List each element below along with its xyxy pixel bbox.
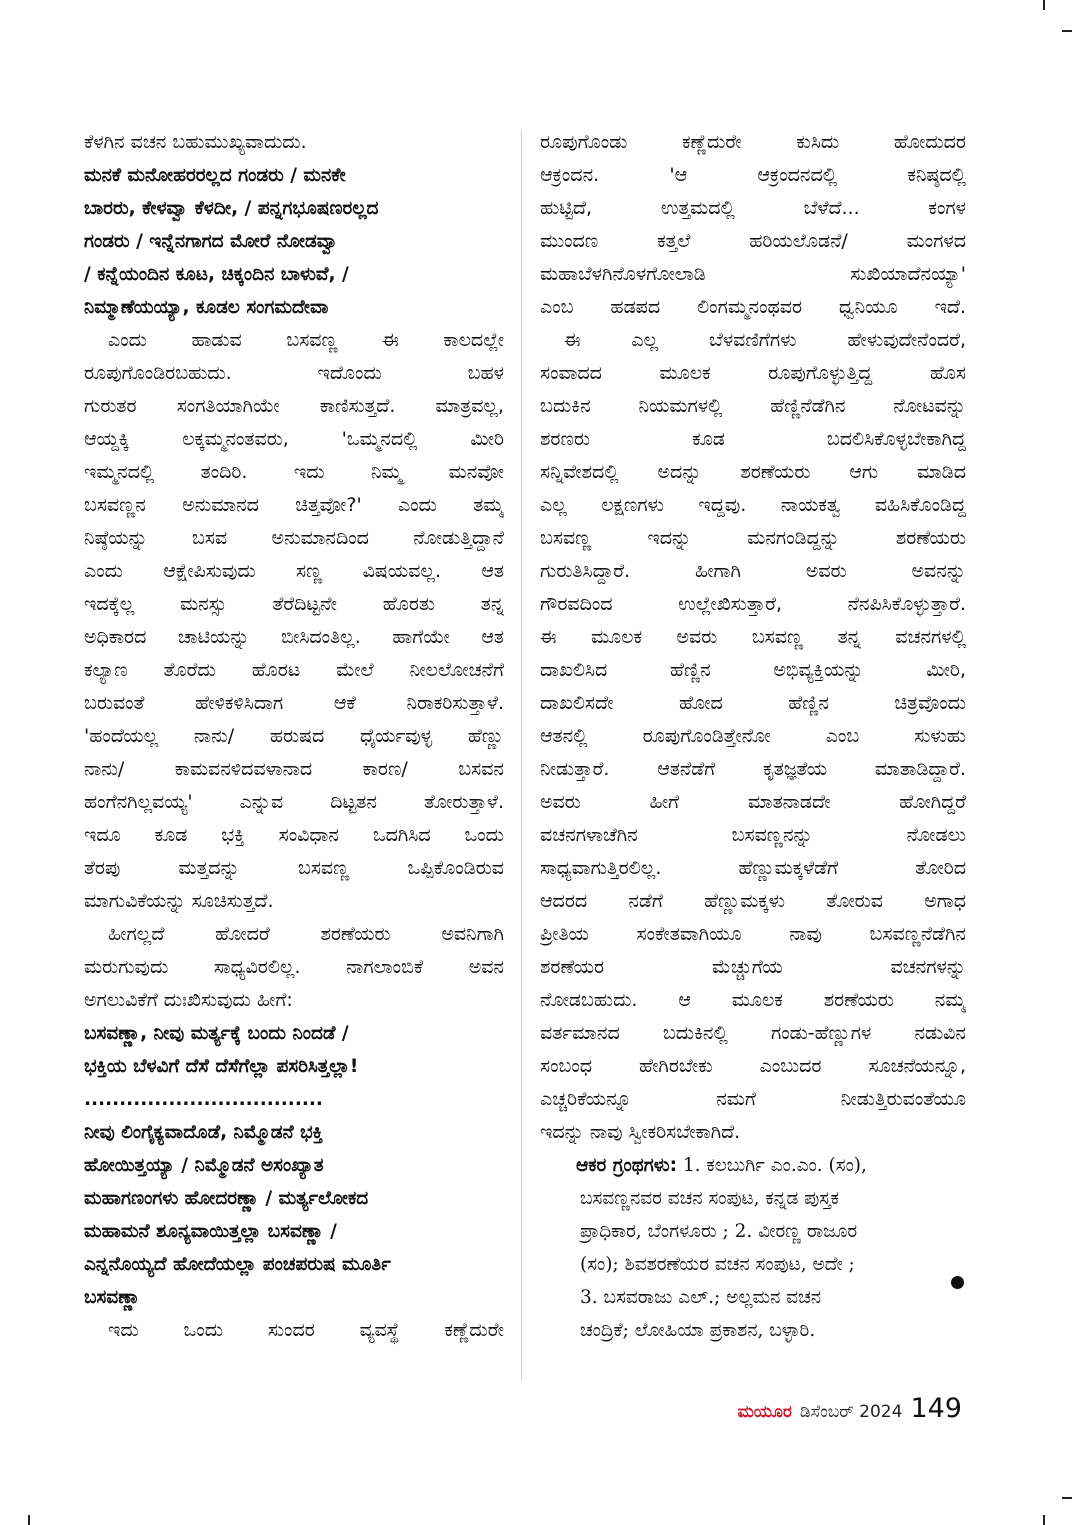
- crop-mark: [1043, 1515, 1045, 1525]
- text-line: ಹುಟ್ಟಿದೆ, ಉತ್ತಮದಲ್ಲಿ ಬೆಳೆದೆ... ಕಂಗಳ: [540, 197, 966, 219]
- text-line: ಆಕ್ರಂದನ. 'ಆ ಆಕ್ರಂದನದಲ್ಲಿ ಕನಿಷ್ಠದಲ್ಲಿ: [540, 164, 966, 186]
- text-line: ನೋಡಬಹುದು. ಆ ಮೂಲಕ ಶರಣೆಯರು ನಮ್ಮ: [540, 989, 966, 1011]
- text-line: ಬರುವಂತೆ ಹೇಳಿಕಳಿಸಿದಾಗ ಆಕೆ ನಿರಾಕರಿಸುತ್ತಾಳೆ.: [84, 692, 504, 714]
- text-line: ಬದುಕಿನ ನಿಯಮಗಳಲ್ಲಿ ಹೆಣ್ಣಿನೆಡೆಗಿನ ನೋಟವನ್ನು: [540, 395, 966, 417]
- text-line: ಮನಕೆ ಮನೋಹರರಲ್ಲದ ಗಂಡರು / ಮನಕೇ: [84, 165, 346, 186]
- text-line: ಮಾಗುವಿಕೆಯನ್ನು ಸೂಚಿಸುತ್ತದೆ.: [84, 890, 274, 912]
- text-line: ಈ ಎಲ್ಲ ಬೆಳವಣಿಗೆಗಳು ಹೇಳುವುದೇನೆಂದರೆ,: [564, 329, 966, 351]
- text-line: ಎಲ್ಲ ಲಕ್ಷಣಗಳು ಇದ್ದವು. ನಾಯಕತ್ವ ವಹಿಸಿಕೊಂಡಿದ್ದ: [540, 494, 966, 516]
- references-line: (ಸಂ); ಶಿವಶರಣೆಯರ ವಚನ ಸಂಪುಟ, ಅದೇ ;: [580, 1254, 855, 1275]
- text-line: ಬಸವಣ್ಣಾ: [84, 1287, 141, 1308]
- text-line: ಎಂದು ಆಕ್ಷೇಪಿಸುವುದು ಸಣ್ಣ ವಿಷಯವಲ್ಲ. ಆತ: [84, 560, 504, 582]
- text-line: ದಾಖಲಿಸಿದ ಹೆಣ್ಣಿನ ಅಭಿವ್ಯಕ್ತಿಯನ್ನು ಮೀರಿ,: [540, 659, 966, 681]
- text-line: ಆಯ್ದಕ್ಕಿ ಲಕ್ಕಮ್ಮನಂತವರು, 'ಒಮ್ಮನದಲ್ಲಿ ಮೀರಿ: [84, 428, 504, 450]
- column-divider: [521, 130, 522, 1380]
- text-line: ಬಸವಣ್ಣಾ, ನೀವು ಮರ್ತ್ಯಕ್ಕೆ ಬಂದು ನಿಂದಡೆ /: [84, 1023, 349, 1044]
- text-line: ಬಸವಣ್ಣ ಇದನ್ನು ಮನಗಂಡಿದ್ದನ್ನು ಶರಣೆಯರು: [540, 527, 966, 549]
- text-line: ಅಧಿಕಾರದ ಚಾಟಿಯನ್ನು ಬೀಸಿದಂತಿಲ್ಲ. ಹಾಗೆಯೇ ಆತ: [84, 626, 504, 648]
- text-line: ಮಹಾಬೆಳಗಿನೊಳಗೋಲಾಡಿ ಸುಖಿಯಾದೆನಯ್ಯಾ': [540, 263, 966, 285]
- references-line: ಪ್ರಾಧಿಕಾರ, ಬೆಂಗಳೂರು ; 2. ವೀರಣ್ಣ ರಾಜೂರ: [580, 1221, 858, 1242]
- text-line: ಮರುಗುವುದು ಸಾಧ್ಯವಿರಲಿಲ್ಲ. ನಾಗಲಾಂಬಿಕೆ ಅವನ: [84, 956, 504, 978]
- text-line: ಸಾಧ್ಯವಾಗುತ್ತಿರಲಿಲ್ಲ. ಹೆಣ್ಣುಮಕ್ಕಳೆಡೆಗೆ ತೋರಿದ: [540, 857, 966, 879]
- text-line: ರೂಪುಗೊಂಡಿರಬಹುದು. ಇದೊಂದು ಬಹಳ: [84, 362, 504, 384]
- references-line: [540, 1149, 966, 1182]
- references-line: 3. ಬಸವರಾಜು ಎಲ್.; ಅಲ್ಲಮನ ವಚನ: [580, 1287, 822, 1308]
- text-line: ಅವರು ಹೀಗೆ ಮಾತನಾಡದೇ ಹೋಗಿದ್ದರೆ: [540, 791, 966, 813]
- left-column: [84, 126, 504, 1347]
- text-line: ಎನ್ನನೊಯ್ಯದೆ ಹೋದೆಯಲ್ಲಾ ಪಂಚಪರುಷ ಮೂರ್ತಿ: [84, 1254, 391, 1275]
- text-line: ನೀವು ಲಿಂಗೈಕ್ಯವಾದೊಡೆ, ನಿಮ್ಮೊಡನೆ ಭಕ್ತಿ: [84, 1122, 323, 1143]
- text-line: ಇದು ಒಂದು ಸುಂದರ ವ್ಯವಸ್ಥೆ ಕಣ್ಣೆದುರೇ: [108, 1319, 504, 1341]
- right-column: [540, 126, 966, 1347]
- references-label: ಆಕರ ಗ್ರಂಥಗಳು:: [576, 1155, 678, 1176]
- crop-mark: [1043, 0, 1045, 10]
- text-line: ಹೋಯಿತ್ತಯ್ಯಾ / ನಿಮ್ಮೊಡನೆ ಅಸಂಖ್ಯಾತ: [84, 1155, 324, 1176]
- issue-date: ಡಿಸೆಂಬರ್ 2024: [799, 1402, 903, 1422]
- text-line: ದಾಖಲಿಸದೇ ಹೋದ ಹೆಣ್ಣಿನ ಚಿತ್ರವೊಂದು: [540, 692, 966, 714]
- text-line: ಎಂದು ಹಾಡುವ ಬಸವಣ್ಣ ಈ ಕಾಲದಲ್ಲೇ: [108, 329, 504, 351]
- text-line: ಗುರುತಿಸಿದ್ದಾರೆ. ಹೀಗಾಗಿ ಅವರು ಅವನನ್ನು: [540, 560, 966, 582]
- text-line: ಅಗಲುವಿಕೆಗೆ ದುಃಖಿಸುವುದು ಹೀಗೆ:: [84, 989, 293, 1011]
- text-line: ಶರಣರು ಕೂಡ ಬದಲಿಸಿಕೊಳ್ಳಬೇಕಾಗಿದ್ದ: [540, 428, 966, 450]
- page-number: 149: [910, 1393, 962, 1424]
- text-line: ಇದಕ್ಕೆಲ್ಲ ಮನಸ್ಸು ತೆರೆದಿಟ್ಟನೇ ಹೊರತು ತನ್ನ: [84, 593, 504, 615]
- text-line: ಆದರದ ನಡೆಗೆ ಹೆಣ್ಣುಮಕ್ಕಳು ತೋರುವ ಅಗಾಧ: [540, 890, 966, 912]
- text-line: ಮಹಾಮನೆ ಶೂನ್ಯವಾಯಿತ್ತಲ್ಲಾ ಬಸವಣ್ಣಾ /: [84, 1221, 337, 1242]
- references: [540, 1149, 966, 1347]
- text-line: ಈ ಮೂಲಕ ಅವರು ಬಸವಣ್ಣ ತನ್ನ ವಚನಗಳಲ್ಲಿ: [540, 626, 966, 648]
- page-footer: [738, 1393, 962, 1427]
- text-line: ಭಕ್ತಿಯ ಬೆಳವಿಗೆ ದೆಸೆ ದೆಸೆಗೆಲ್ಲಾ ಪಸರಿಸಿತ್ತಲ್ಲಾ!: [84, 1056, 359, 1077]
- crop-mark: [1062, 30, 1072, 32]
- text-line: ಆತನಲ್ಲಿ ರೂಪುಗೊಂಡಿತ್ತೇನೋ ಎಂಬ ಸುಳುಹು: [540, 725, 966, 747]
- text-line: ಎಚ್ಚರಿಕೆಯನ್ನೂ ನಮಗೆ ನೀಡುತ್ತಿರುವಂತೆಯೂ: [540, 1088, 966, 1110]
- text-line: ಬಾರರು, ಕೇಳವ್ವಾ ಕೆಳದೀ, / ಪನ್ನಗಭೂಷಣರಲ್ಲದ: [84, 198, 379, 219]
- text-line: ..................................: [84, 1089, 323, 1110]
- text-line: / ಕನ್ನೆಯಂದಿನ ಕೂಟ, ಚಿಕ್ಕಂದಿನ ಬಾಳುವೆ, /: [84, 264, 349, 285]
- text-line: ಪ್ರೀತಿಯ ಸಂಕೇತವಾಗಿಯೂ ನಾವು ಬಸವಣ್ಣನೆಡೆಗಿನ: [540, 923, 966, 945]
- text-line: ನಿಮ್ಮಾಣೆಯಯ್ಯಾ, ಕೂಡಲ ಸಂಗಮದೇವಾ: [84, 297, 329, 318]
- text-line: ಹೀಗಲ್ಲದೆ ಹೋದರೆ ಶರಣೆಯರು ಅವನಿಗಾಗಿ: [108, 923, 504, 945]
- text-line: ಮಹಾಗಣಂಗಳು ಹೋದರಣ್ಣಾ / ಮರ್ತ್ಯಲೋಕದ: [84, 1188, 369, 1209]
- text-line: ಬಸವಣ್ಣನ ಅನುಮಾನದ ಚಿತ್ತವೋ?' ಎಂದು ತಮ್ಮ: [84, 494, 504, 516]
- text-line: ಕಲ್ಯಾಣ ತೊರೆದು ಹೊರಟ ಮೇಲೆ ನೀಲಲೋಚನೆಗೆ: [84, 659, 504, 681]
- text-line: ಮುಂದಣ ಕತ್ತಲೆ ಹರಿಯಲೊಡನೆ/ ಮಂಗಳದ: [540, 230, 966, 252]
- text-line: ಎಂಬ ಹಡಪದ ಲಿಂಗಮ್ಮನಂಥವರ ಧ್ವನಿಯೂ ಇದೆ.: [540, 296, 966, 318]
- text-line: ಶರಣೆಯರ ಮೆಚ್ಚುಗೆಯ ವಚನಗಳನ್ನು: [540, 956, 966, 978]
- references-line: ಬಸವಣ್ಣನವರ ವಚನ ಸಂಪುಟ, ಕನ್ನಡ ಪುಸ್ತಕ: [580, 1188, 839, 1209]
- text-line: ಸನ್ನಿವೇಶದಲ್ಲಿ ಅದನ್ನು ಶರಣೆಯರು ಆಗು ಮಾಡಿದ: [540, 461, 966, 483]
- magazine-name: ಮಯೂರ: [737, 1402, 792, 1422]
- text-line: ಇದನ್ನು ನಾವು ಸ್ವೀಕರಿಸಬೇಕಾಗಿದೆ.: [540, 1121, 741, 1143]
- text-line: ಸಂಬಂಧ ಹೇಗಿರಬೇಕು ಎಂಬುದರ ಸೂಚನೆಯನ್ನೂ,: [540, 1055, 966, 1077]
- references-line: ಚಂದ್ರಿಕೆ; ಲೋಹಿಯಾ ಪ್ರಕಾಶನ, ಬಳ್ಳಾರಿ.: [580, 1320, 816, 1341]
- text-line: ಇದೂ ಕೂಡ ಭಕ್ತಿ ಸಂವಿಧಾನ ಒದಗಿಸಿದ ಒಂದು: [84, 824, 504, 846]
- text-line: ನಿಷ್ಠೆಯನ್ನು ಬಸವ ಅನುಮಾನದಿಂದ ನೋಡುತ್ತಿದ್ದಾನೆ: [84, 527, 504, 549]
- text-line: ಕೆಳಗಿನ ವಚನ ಬಹುಮುಖ್ಯವಾದುದು.: [84, 131, 307, 153]
- crop-mark: [1062, 1497, 1072, 1499]
- right-column-body: [540, 126, 966, 1149]
- end-of-article-bullet: [951, 1276, 964, 1289]
- crop-mark: [28, 1515, 30, 1525]
- text-line: ನೀಡುತ್ತಾರೆ. ಆತನೆಡೆಗೆ ಕೃತಜ್ಞತೆಯ ಮಾತಾಡಿದ್ದಾರೆ.: [540, 758, 966, 780]
- text-line: ವಚನಗಳಾಚೆಗಿನ ಬಸವಣ್ಣನನ್ನು ನೋಡಲು: [540, 824, 966, 846]
- text-line: ಗಂಡರು / ಇನ್ನೆನಗಾಗದ ಮೋರೆ ನೋಡವ್ವಾ: [84, 231, 339, 252]
- text-line: ಇಮ್ಮನದಲ್ಲಿ ತಂದಿರಿ. ಇದು ನಿಮ್ಮ ಮನವೋ: [84, 461, 504, 483]
- text-line: ಹಂಗೆನಗಿಲ್ಲವಯ್ಯ' ಎನ್ನುವ ದಿಟ್ಟತನ ತೋರುತ್ತಾಳೆ.: [84, 791, 504, 813]
- text-line: ವರ್ತಮಾನದ ಬದುಕಿನಲ್ಲಿ ಗಂಡು-ಹೆಣ್ಣುಗಳ ನಡುವಿನ: [540, 1022, 966, 1044]
- text-line: 'ಹಂದೆಯಲ್ಲ ನಾನು/ ಹರುಷದ ಧೈರ್ಯವುಳ್ಳ ಹೆಣ್ಣು: [84, 725, 504, 747]
- text-line: ಗುರುತರ ಸಂಗತಿಯಾಗಿಯೇ ಕಾಣಿಸುತ್ತದೆ. ಮಾತ್ರವಲ್ಲ,: [84, 395, 504, 417]
- text-line: ಗೌರವದಿಂದ ಉಲ್ಲೇಖಿಸುತ್ತಾರೆ, ನೆನಪಿಸಿಕೊಳ್ಳುತ್ತಾರೆ.: [540, 593, 966, 615]
- text-line: ಸಂವಾದದ ಮೂಲಕ ರೂಪುಗೊಳ್ಳುತ್ತಿದ್ದ ಹೊಸ: [540, 362, 966, 384]
- text-line: ನಾನು/ ಕಾಮವನಳಿದವಳಾನಾದ ಕಾರಣ/ ಬಸವನ: [84, 758, 504, 780]
- text-line: ತೆರಪು ಮತ್ತದನ್ನು ಬಸವಣ್ಣ ಒಪ್ಪಿಕೊಂಡಿರುವ: [84, 857, 504, 879]
- references-first-line: 1. ಕಲಬುರ್ಗಿ ಎಂ.ಎಂ. (ಸಂ),: [677, 1155, 867, 1176]
- text-line: ರೂಪುಗೊಂಡು ಕಣ್ಣೆದುರೇ ಕುಸಿದು ಹೋದುದರ: [540, 131, 966, 153]
